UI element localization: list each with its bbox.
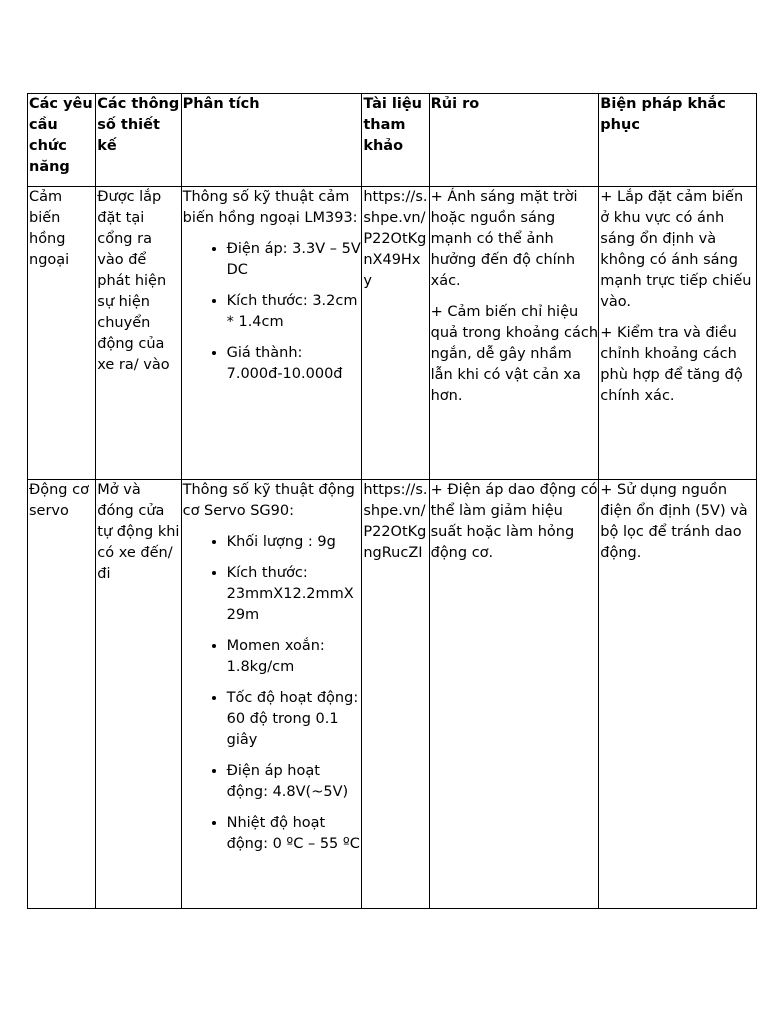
table-row — [28, 480, 757, 909]
cell-analysis — [181, 187, 362, 480]
spec-item: • Giá thành: 7.000đ-10.000đ — [227, 343, 362, 385]
spec-list — [183, 239, 362, 385]
spec-item: • Kích thước: 23mmX12.2mmX29m — [227, 563, 362, 626]
header-risks: Rủi ro — [429, 94, 599, 187]
cell-risks — [429, 480, 599, 909]
analysis-intro: Thông số kỹ thuật động cơ Servo SG90: — [182, 482, 355, 519]
header-design-params: Các thông số thiết kế — [96, 94, 181, 187]
spec-item: • Khối lượng : 9g — [227, 532, 362, 553]
header-requirements: Các yêu cầu chức năng — [28, 94, 96, 187]
requirements-table — [27, 93, 757, 909]
spec-item: • Nhiệt độ hoạt động: 0 ºC – 55 ºC — [227, 813, 362, 855]
spec-list — [183, 532, 362, 855]
cell-reference-link[interactable]: https://s.shpe.vn/P22OtKgngRucZI — [362, 480, 429, 909]
cell-requirement: Cảm biến hồng ngoại — [28, 187, 96, 480]
risk-item: + Ánh sáng mặt trời hoặc nguồn sáng mạnh có thể ảnh hưởng đến độ chính xác. — [430, 189, 578, 289]
spec-item: • Tốc độ hoạt động: 60 độ trong 0.1 giây — [227, 688, 362, 751]
header-analysis: Phân tích — [181, 94, 362, 187]
cell-requirement: Động cơ servo — [28, 480, 96, 909]
cell-risks — [429, 187, 599, 480]
header-mitigation: Biện pháp khắc phục — [599, 94, 757, 187]
risk-item: + Cảm biến chỉ hiệu quả trong khoảng cách ngắn, dễ gây nhầm lẫn khi có vật cản xa hơn. — [430, 304, 599, 404]
mitigation-item: + Sử dụng nguồn điện ổn định (5V) và bộ lọc để tránh dao động. — [600, 482, 748, 561]
cell-reference-link[interactable]: https://s.shpe.vn/P22OtKgnX49Hxy — [362, 187, 429, 480]
mitigation-item: + Kiểm tra và điều chỉnh khoảng cách phù hợp để tăng độ chính xác. — [600, 325, 743, 404]
header-references: Tài liệu tham khảo — [362, 94, 429, 187]
mitigation-item: + Lắp đặt cảm biến ở khu vực có ánh sáng ổn định và không có ánh sáng mạnh trực tiếp chiếu vào. — [600, 189, 752, 310]
table-row — [28, 187, 757, 480]
spec-item: • Điện áp hoạt động: 4.8V(~5V) — [227, 761, 362, 803]
cell-design-params: Được lắp đặt tại cổng ra vào để phát hiện sự hiện chuyển động của xe ra/ vào — [96, 187, 181, 480]
spec-item: • Momen xoắn: 1.8kg/cm — [227, 636, 362, 678]
spec-item: • Kích thước: 3.2cm * 1.4cm — [227, 291, 362, 333]
spec-item: • Điện áp: 3.3V – 5V DC — [227, 239, 362, 281]
table-header-row — [28, 94, 757, 187]
cell-mitigation — [599, 187, 757, 480]
cell-design-params: Mở và đóng cửa tự động khi có xe đến/đi — [96, 480, 181, 909]
cell-mitigation — [599, 480, 757, 909]
analysis-intro: Thông số kỹ thuật cảm biến hồng ngoại LM393: — [182, 189, 358, 226]
risk-item: + Điện áp dao động có thể làm giảm hiệu suất hoặc làm hỏng động cơ. — [430, 482, 598, 561]
cell-analysis — [181, 480, 362, 909]
